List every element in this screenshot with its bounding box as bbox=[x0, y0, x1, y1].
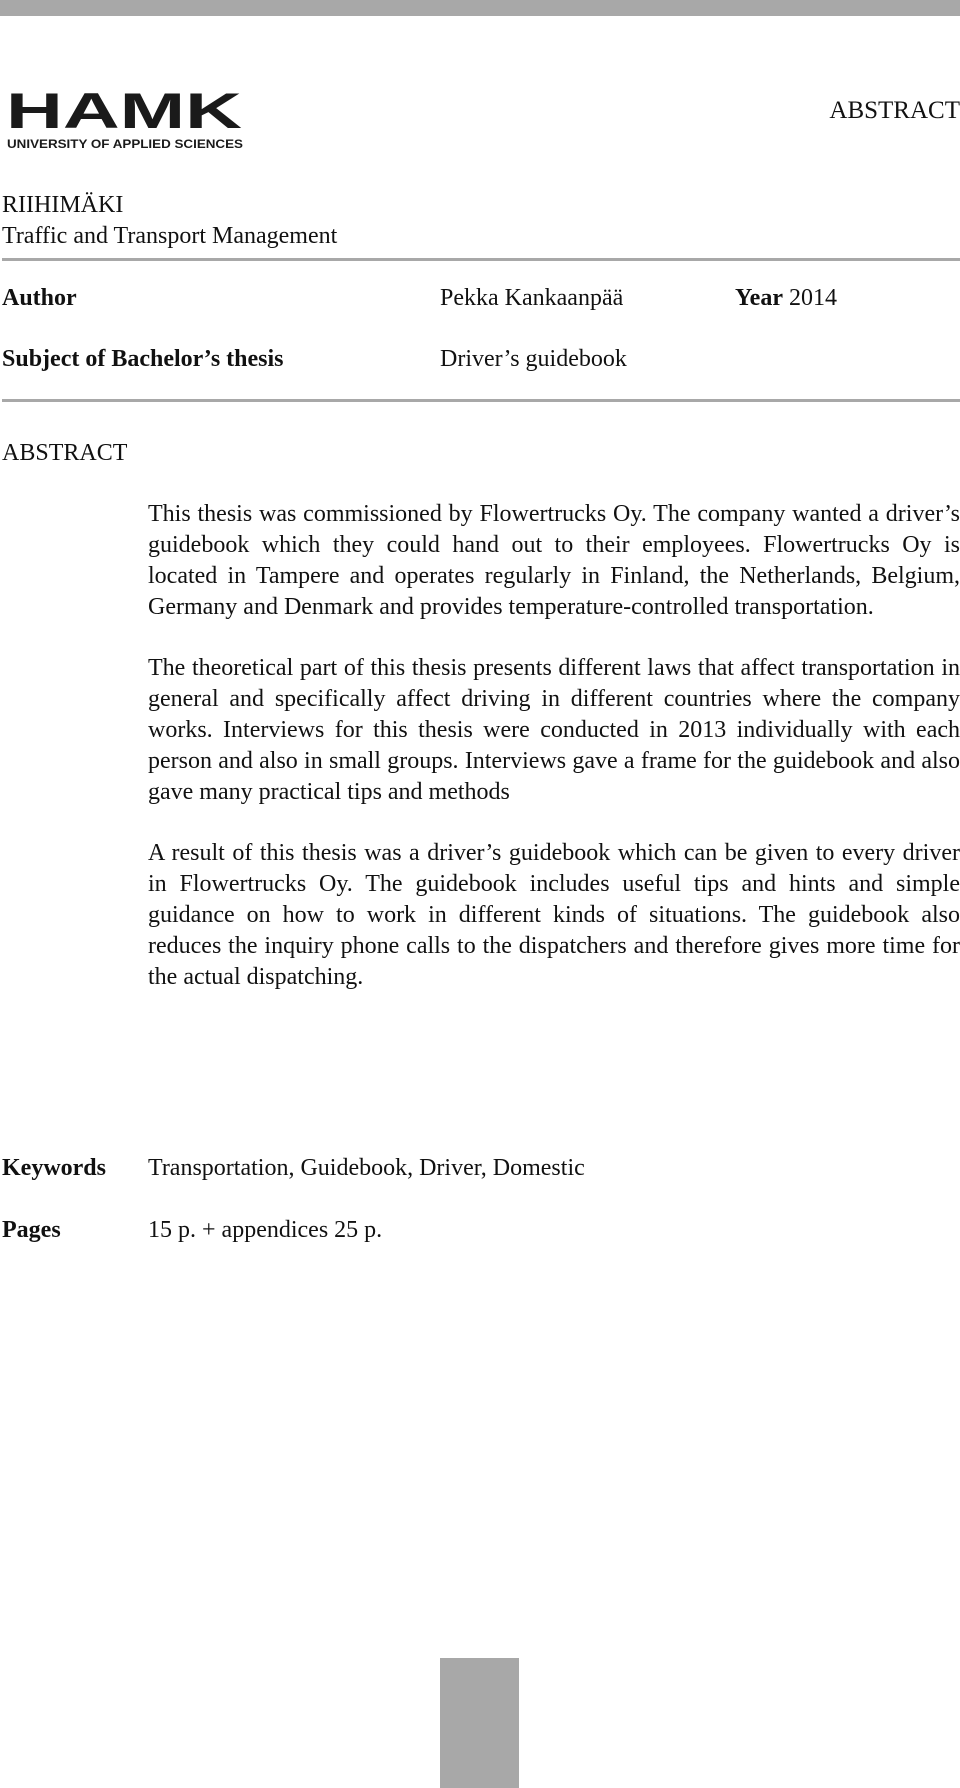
subject-value: Driver’s guidebook bbox=[440, 346, 627, 372]
keywords-value: Transportation, Guidebook, Driver, Domestic bbox=[148, 1155, 585, 1181]
divider-top bbox=[2, 258, 960, 261]
abstract-body bbox=[148, 499, 960, 1023]
year-field bbox=[735, 283, 837, 313]
campus-name: RIIHIMÄKI bbox=[2, 192, 124, 218]
keywords-label: Keywords bbox=[2, 1155, 106, 1181]
subject-label: Subject of Bachelor’s thesis bbox=[2, 346, 284, 372]
hamk-logo bbox=[6, 88, 246, 150]
degree-programme: Traffic and Transport Management bbox=[2, 223, 338, 249]
pages-label: Pages bbox=[2, 1217, 61, 1243]
top-decorative-bar bbox=[0, 0, 960, 16]
abstract-paragraph-3: A result of this thesis was a driver’s guidebook which can be given to every driver in Flowertrucks Oy. The guidebook includes useful tips and hints and simple guidance on how to work in different kinds of situations. The guidebook also reduces the inquiry phone calls to the dispatchers and therefore gives more time for the actual dispatching. bbox=[148, 840, 960, 990]
logo-wordmark: HAMK bbox=[6, 88, 243, 139]
abstract-paragraph-1: This thesis was commissioned by Flowertrucks Oy. The company wanted a driver’s guidebook which they could hand out to their employees. Flowertrucks Oy is located in Tampere and operates regularly in Finland, the Netherlands, Belgium, Germany and Denmark and provides temperature-controlled transportation. bbox=[148, 501, 960, 620]
divider-bottom bbox=[2, 399, 960, 402]
hamk-logo-graphic bbox=[6, 88, 246, 150]
year-label: Year bbox=[735, 285, 783, 311]
pages-value: 15 p. + appendices 25 p. bbox=[148, 1217, 383, 1243]
bottom-decorative-block bbox=[440, 1658, 519, 1788]
logo-subtitle: UNIVERSITY OF APPLIED SCIENCES bbox=[7, 139, 244, 150]
year-value: 2014 bbox=[788, 285, 837, 311]
abstract-section-title: ABSTRACT bbox=[2, 440, 128, 466]
abstract-paragraph-2: The theoretical part of this thesis presents different laws that affect transportation in general and specifically affect driving in different countries where the company works. Interviews for this thesis were conducted in 2013 individually with each person and also in small groups. Interviews gave a frame for the guidebook and also gave many practical tips and methods bbox=[148, 655, 960, 805]
author-label: Author bbox=[2, 285, 77, 311]
author-value: Pekka Kankaanpää bbox=[440, 285, 624, 311]
header-abstract-label: ABSTRACT bbox=[829, 97, 960, 124]
